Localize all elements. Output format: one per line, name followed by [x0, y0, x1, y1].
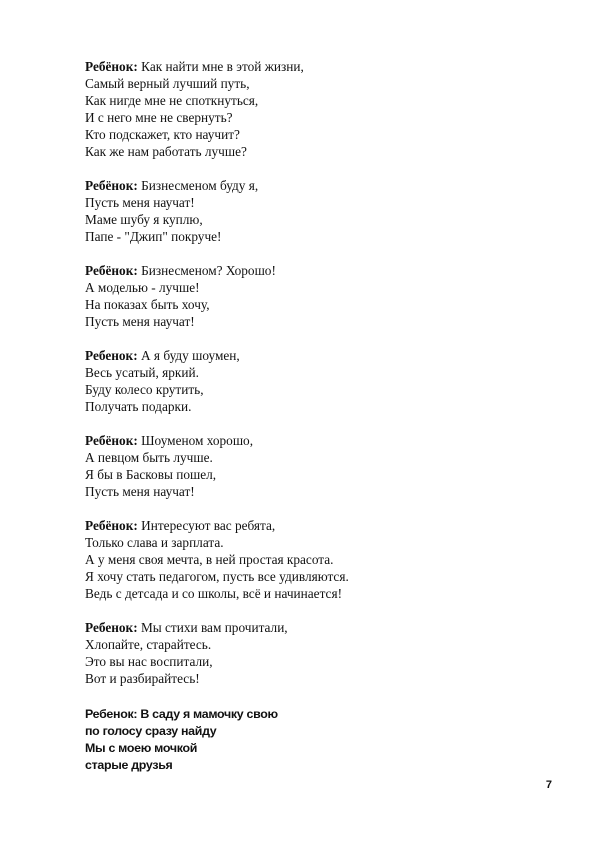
stanza-line: Пусть меня научат! [85, 314, 195, 329]
stanza-line: Папе - "Джип" покруче! [85, 229, 222, 244]
stanza-line: Как нигде мне не споткнуться, [85, 93, 259, 108]
speaker-label: Ребенок: [85, 707, 138, 721]
stanza-4 [85, 347, 545, 415]
speaker-label: Ребёнок: [85, 433, 138, 448]
speaker-label: Ребёнок: [85, 263, 138, 278]
stanza-line: А певцом быть лучше. [85, 450, 213, 465]
speaker-label: Ребенок: [85, 620, 138, 635]
stanza-line: А у меня своя мечта, в ней простая красота. [85, 552, 334, 567]
stanza-line-text: Бизнесменом? Хорошо! [141, 263, 276, 278]
stanza-line-text: Шоуменом хорошо, [141, 433, 254, 448]
speaker-label: Ребёнок: [85, 59, 138, 74]
stanza-line-text: Мы стихи вам прочитали, [140, 620, 288, 635]
stanza-line [85, 619, 545, 636]
stanza-line: Кто подскажет, кто научит? [85, 127, 240, 142]
stanza-line: по голосу сразу найду [85, 724, 217, 738]
stanza-line [85, 517, 545, 534]
stanza-line: Как же нам работать лучше? [85, 144, 247, 159]
stanza-line: И с него мне не свернуть? [85, 110, 233, 125]
stanza-line [85, 262, 545, 279]
stanza-line: Я хочу стать педагогом, пусть все удивляются. [85, 569, 349, 584]
stanza-8 [85, 706, 545, 774]
stanza-line: Только слава и зарплата. [85, 535, 224, 550]
stanza-line: Хлопайте, старайтесь. [85, 637, 212, 652]
stanza-line [85, 432, 545, 449]
speaker-label: Ребёнок: [85, 518, 138, 533]
stanza-line: Пусть меня научат! [85, 195, 195, 210]
stanza-line [85, 177, 545, 194]
stanza-line: старые друзья [85, 758, 173, 772]
stanza-line: Маме шубу я куплю, [85, 212, 203, 227]
stanza-6 [85, 517, 545, 602]
stanza-5 [85, 432, 545, 500]
stanza-line-text: А я буду шоумен, [140, 348, 240, 363]
stanza-line [85, 347, 545, 364]
stanza-line: На показах быть хочу, [85, 297, 210, 312]
stanza-line-text: В саду я мамочку свою [140, 707, 278, 721]
stanza-line-text: Как найти мне в этой жизни, [141, 59, 304, 74]
stanza-line: Это вы нас воспитали, [85, 654, 213, 669]
speaker-label: Ребёнок: [85, 178, 138, 193]
stanza-line: Весь усатый, яркий. [85, 365, 199, 380]
stanza-line [85, 706, 545, 723]
stanza-3 [85, 262, 545, 330]
stanza-1 [85, 58, 545, 160]
stanza-line [85, 58, 545, 75]
stanza-7 [85, 619, 545, 687]
stanza-line: Я бы в Басковы пошел, [85, 467, 217, 482]
page-number: 7 [545, 779, 552, 791]
stanza-line: Самый верный лучший путь, [85, 76, 250, 91]
stanza-2 [85, 177, 545, 245]
stanza-line: Мы с моею мочкой [85, 741, 198, 755]
stanza-line: Пусть меня научат! [85, 484, 195, 499]
stanza-line: Ведь с детсада и со школы, всё и начинается! [85, 586, 342, 601]
stanza-line-text: Бизнесменом буду я, [141, 178, 259, 193]
stanza-line: А моделью - лучше! [85, 280, 200, 295]
stanza-line-text: Интересуют вас ребята, [141, 518, 276, 533]
stanza-line: Получать подарки. [85, 399, 192, 414]
stanza-line: Буду колесо крутить, [85, 382, 204, 397]
stanza-line: Вот и разбирайтесь! [85, 671, 200, 686]
speaker-label: Ребенок: [85, 348, 138, 363]
